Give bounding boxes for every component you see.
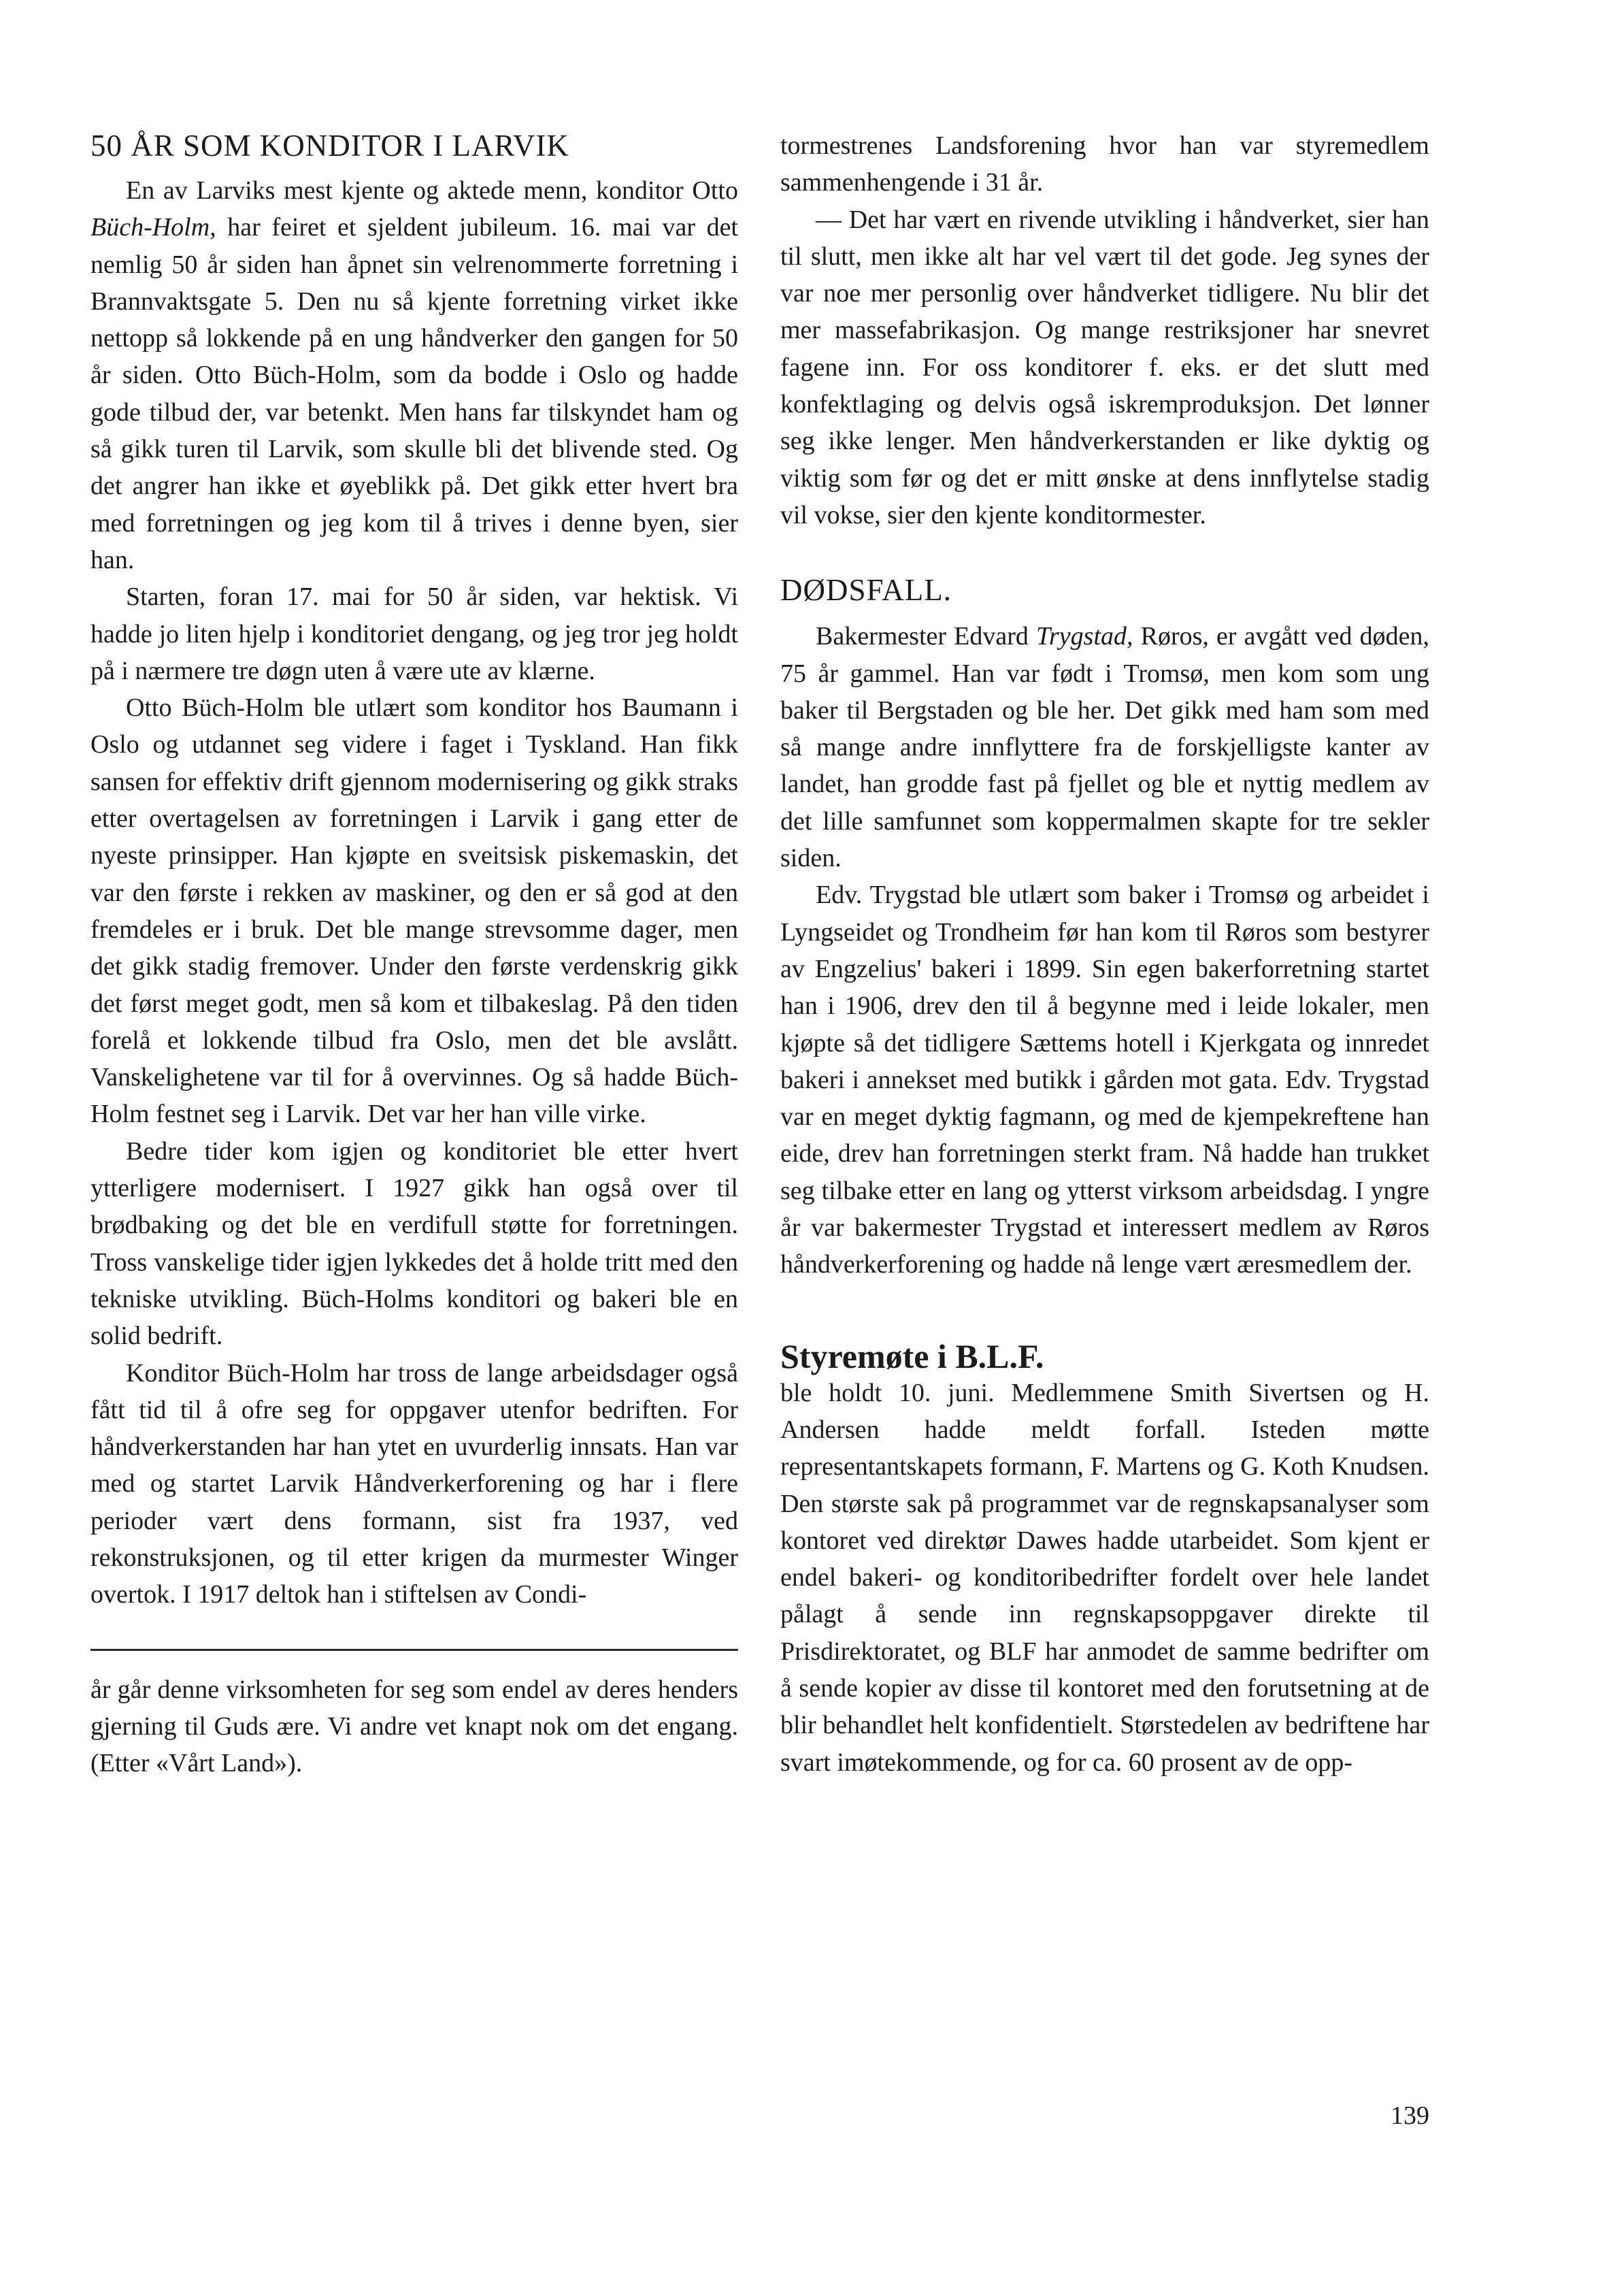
text-run: En av Larviks mest kjente og aktede menn, konditor Otto [126, 176, 738, 205]
paragraph: Edv. Trygstad ble utlært som baker i Tromsø og arbeidet i Lyngseidet og Trondheim før han kom til Røros som bestyrer av Engzelius' bakeri i 1899. Sin egen bakerforretning startet han i 1906, drev den til å begynne med i leide lokaler, men kjøpte så det tidligere Sættems hotell i Kjerkgata og innredet bakeri i annekset med butikk i gården mot gata. Edv. Trygstad var en meget dyktig fagmann, og med de kjempekreftene han eide, drev han forretningen sterkt fram. Nå hadde han trukket seg tilbake etter en lang og ytterst virksom arbeidsdag. I yngre år var bakermester Trygstad et interessert medlem av Røros håndverkerforening og hadde nå lenge vært æresmedlem der. [780, 881, 1429, 1279]
page-number: 139 [1391, 2101, 1429, 2130]
article-heading-konditor: 50 ÅR SOM KONDITOR I LARVIK [90, 129, 569, 163]
article-heading-dodsfall: DØDSFALL. [780, 573, 952, 608]
left-column [90, 0, 738, 1782]
paragraph: — Det har vært en rivende utvikling i håndverket, sier han til slutt, men ikke alt har vel vært til det gode. Jeg synes der var noe mer personlig over håndverket tidligere. Nu blir det mer massefabrikasjon. Og mange restriksjoner har snevret fagene inn. For oss konditorer f. eks. er det slutt med konfektlaging og delvis også iskremproduksjon. Det lønner seg ikke lenger. Men håndverkerstanden er like dyktig og viktig som før og det er mitt ønske at dens innflytelse stadig vil vokse, sier den kjente konditormester. [780, 205, 1429, 529]
person-name: Büch-Holm, [90, 213, 216, 242]
continuation-paragraph: år går denne virksomheten for seg som endel av deres henders gjerning til Guds ære. Vi andre vet knapt nok om det engang. (Etter «Vårt Land»). [90, 1675, 738, 1778]
paragraph: Otto Büch-Holm ble utlært som konditor hos Baumann i Oslo og utdannet seg videre i faget i Tyskland. Han fikk sansen for effektiv drift gjennom modernisering og gikk straks etter overtagelsen av forretningen i Larvik i gang etter de nyeste prinsipper. Han kjøpte en sveitsisk piskemaskin, det var den første i rekken av maskiner, og den er så god at den fremdeles er i bruk. Det ble mange strevsomme dager, men det gikk stadig fremover. Under den første verdenskrig gikk det først meget godt, men så kom et tilbakeslag. På den tiden forelå et lokkende tilbud fra Oslo, men det ble avslått. Vanskelighetene var til for å overvinnes. Og så hadde Büch-Holm festnet seg i Larvik. Det var her han ville virke. [90, 693, 738, 1129]
paragraph: Bedre tider kom igjen og konditoriet ble etter hvert ytterligere modernisert. I 1927 gikk han også over til brødbaking og det ble en verdifull støtte for forretningen. Tross vanskelige tider igjen lykkedes det å holde tritt med den tekniske utvikling. Büch-Holms konditori og bakeri ble en solid bedrift. [90, 1136, 738, 1351]
text-run: Bakermester Edvard [816, 622, 1036, 651]
paragraph: tormestrenes Landsforening hvor han var styremedlem sammenhengende i 31 år. [780, 131, 1429, 197]
spacer [90, 0, 738, 127]
spacer [780, 0, 1429, 127]
paragraph: Konditor Büch-Holm har tross de lange arbeidsdager også fått tid til å ofre seg for oppgaver utenfor bedriften. For håndverkerstanden har han ytet en uvurderlig innsats. Han var med og startet Larvik Håndverkerforening og har i flere perioder vært dens formann, sist fra 1937, ved rekonstruksjonen, og til etter krigen da murmester Winger overtok. I 1917 deltok han i stiftelsen av Condi- [90, 1358, 738, 1609]
paragraph [90, 172, 738, 578]
text-run: har feiret et sjeldent jubileum. 16. mai var det nemlig 50 år siden han åpnet sin velrenommerte forretning i Brannvaktsgate 5. Den nu så kjente forretning virket ikke nettopp så lokkende på en ung håndverker den gangen for 50 år siden. Otto Büch-Holm, som da bodde i Oslo og hadde gode tilbud der, var betenkt. Men hans far tilskyndet ham og så gikk turen til Larvik, som skulle bli det blivende sted. Og det angrer han ikke et øyeblikk på. Det gikk etter hvert bra med forretningen og jeg kom til å trives i denne byen, sier han. [90, 213, 738, 574]
text-run: Røros, er avgått ved døden, 75 år gammel. Han var født i Tromsø, men kom som ung baker til Bergstaden og ble her. Det gikk med ham som med så mange andre innflyttere fra de forskjelligste kanter av landet, han grodde fast på fjellet og ble et nyttig medlem av det lille samfunnet som koppermalmen skapte for tre sekler siden. [780, 622, 1429, 873]
paragraph [780, 618, 1429, 876]
paragraph: ble holdt 10. juni. Medlemmene Smith Sivertsen og H. Andersen hadde meldt forfall. Isteden møtte representantskapets formann, F. Martens og G. Koth Knudsen. Den største sak på programmet var de regnskapsanalyser som kontoret ved direktør Dawes hadde utarbeidet. Som kjent er endel bakeri- og konditoribedrifter fordelt over hele landet pålagt å sende inn regnskapsoppgaver direkte til Prisdirektoratet, og BLF har anmodet de samme bedrifter om å sende kopier av disse til kontoret med den forutsetning at de blir behandlet helt konfidentielt. Størstedelen av bedriftene har svart imøtekommende, og for ca. 60 prosent av de opp- [780, 1378, 1429, 1777]
person-name: Trygstad, [1035, 622, 1133, 651]
paragraph: Starten, foran 17. mai for 50 år siden, var hektisk. Vi hadde jo liten hjelp i konditoriet dengang, og jeg tror jeg holdt på i nærmere tre døgn uten å være ute av klærne. [90, 583, 738, 685]
right-column [780, 0, 1429, 1781]
article-heading-styremote: Styremøte i B.L.F. [780, 1336, 1044, 1375]
